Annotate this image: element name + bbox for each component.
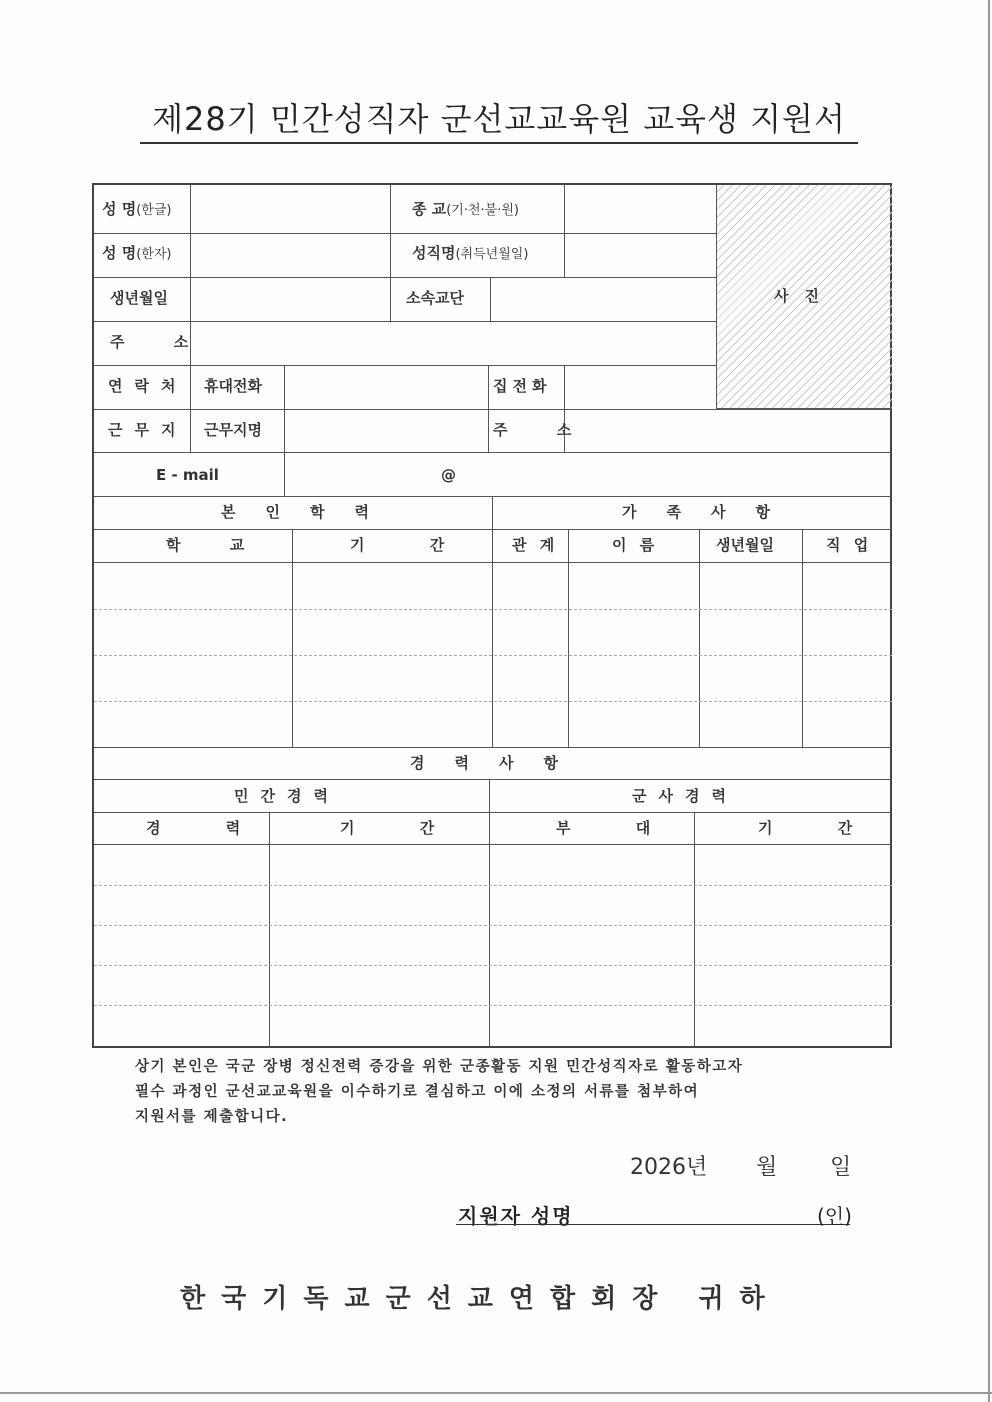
education-col-period: 기 간: [350, 536, 475, 554]
family-col-occupation: 직 업: [826, 536, 873, 554]
home-phone-label: 집전화: [493, 377, 552, 395]
photo-label: 사진: [774, 287, 835, 305]
clergy-title-label: 성직명(취득년월일): [412, 244, 529, 262]
scan-edge-bottom: [0, 1392, 992, 1394]
signature-line: [456, 1224, 850, 1225]
family-col-name: 이 름: [612, 536, 659, 554]
date-year: 2026년: [630, 1155, 708, 1180]
application-form-table: [92, 183, 892, 1048]
name-korean-label: 성 명(한글): [102, 200, 172, 218]
birthdate-field[interactable]: [192, 279, 388, 319]
mobile-field[interactable]: [286, 367, 486, 407]
mobile-label: 휴대전화: [204, 377, 262, 395]
military-col-period: 기 간: [758, 819, 883, 837]
email-at-sign: @: [441, 466, 456, 484]
education-col-school: 학 교: [166, 536, 267, 554]
declaration-line-2: 필수 과정인 군선교교육원을 이수하기로 결심하고 이에 소정의 서류를 첨부하여: [135, 1084, 700, 1100]
military-col-unit: 부 대: [556, 819, 681, 837]
home-phone-field[interactable]: [566, 367, 714, 407]
address-field[interactable]: [192, 323, 714, 363]
civil-career-header: 민간경력: [234, 787, 340, 805]
name-hanja-field[interactable]: [192, 235, 388, 275]
education-header: 본인학력: [221, 503, 399, 521]
workplace-address-field[interactable]: [566, 411, 890, 451]
declaration-line-1: 상기 본인은 국군 장병 정신전력 증강을 위한 군종활동 지원 민간성직자로 활동하고자: [135, 1059, 744, 1075]
career-header: 경력사항: [410, 754, 588, 772]
family-header: 가족사항: [622, 503, 800, 521]
religion-label: 종 교(기·천·불·원): [412, 200, 519, 218]
workplace-name-label: 근무지명: [204, 421, 262, 439]
civil-col-period: 기 간: [340, 819, 465, 837]
clergy-title-field[interactable]: [566, 235, 714, 275]
civil-col-career: 경 력: [146, 819, 271, 837]
photo-box[interactable]: [716, 185, 892, 409]
declaration-text: [135, 1055, 835, 1130]
email-field[interactable]: [286, 455, 890, 495]
denomination-label: 소속교단: [406, 289, 464, 307]
email-label: E - mail: [156, 466, 219, 484]
contact-label: 연락처: [108, 377, 188, 395]
birthdate-label: 생년월일: [110, 289, 168, 307]
name-hanja-label: 성 명(한자): [102, 244, 172, 262]
date-day: 일: [830, 1155, 852, 1180]
date-month: 월: [756, 1155, 778, 1180]
applicant-name-field[interactable]: [600, 1198, 810, 1224]
applicant-name-label: 지원자 성명: [458, 1204, 574, 1228]
scan-edge-right: [988, 0, 990, 1402]
family-col-relation: 관 계: [512, 536, 559, 554]
name-korean-field[interactable]: [192, 187, 388, 231]
declaration-line-3: 지원서를 제출합니다.: [135, 1109, 289, 1125]
addressee: 한국기독교군선교연합회장 귀하: [180, 1284, 781, 1314]
address-label: 주 소: [110, 333, 211, 351]
denomination-field[interactable]: [492, 279, 714, 319]
family-col-birthdate: 생년월일: [716, 536, 774, 554]
workplace-label: 근무지: [108, 421, 188, 439]
workplace-address-label: 주 소: [493, 421, 594, 439]
page-title: 제28기 민간성직자 군선교교육원 교육생 지원서: [140, 100, 858, 144]
military-career-header: 군사경력: [632, 787, 738, 805]
workplace-name-field[interactable]: [286, 411, 486, 451]
seal-mark: (인): [817, 1204, 852, 1228]
religion-field[interactable]: [566, 187, 714, 231]
